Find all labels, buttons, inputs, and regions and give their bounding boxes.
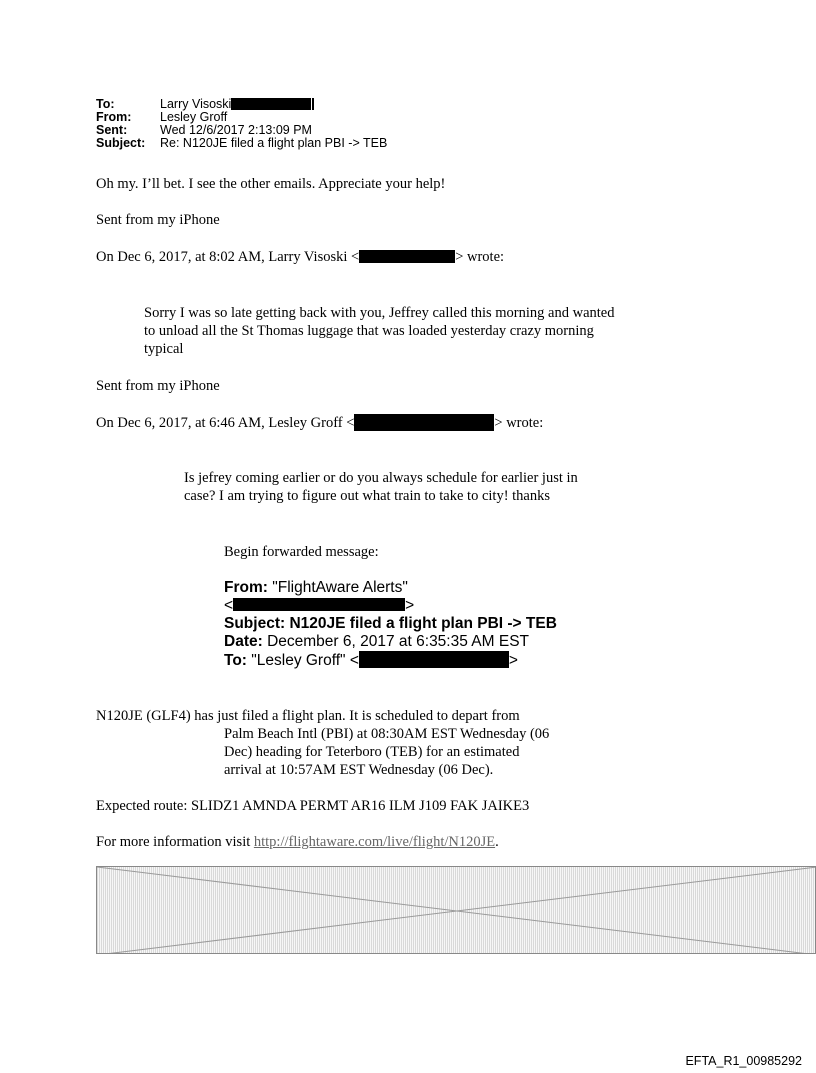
forwarded-to-label: To: (224, 652, 247, 669)
header-to-label: To: (96, 97, 115, 111)
address-open: < (224, 597, 234, 614)
quote-attribution-text: On Dec 6, 2017, at 6:46 AM, Lesley Groff < (96, 415, 355, 431)
broken-image-placeholder (96, 866, 816, 954)
header-from-value: Lesley Groff (160, 110, 228, 124)
forwarded-from-value: "FlightAware Alerts" (272, 579, 408, 596)
more-info-suffix: . (495, 834, 499, 850)
header-sent-label: Sent: (96, 123, 128, 137)
redaction-box (359, 651, 509, 668)
more-info-prefix: For more information visit (96, 834, 254, 850)
forwarded-date-label: Date: (224, 633, 263, 650)
quote-attribution (96, 414, 543, 432)
forwarded-from-address (224, 597, 414, 615)
forwarded-from-label: From: (224, 579, 268, 596)
forwarded-to-value: "Lesley Groff" < (251, 652, 359, 669)
header-sent-value: Wed 12/6/2017 2:13:09 PM (160, 123, 312, 137)
flightaware-link[interactable]: http://flightaware.com/live/flight/N120JE (253, 834, 496, 850)
document-id: EFTA_R1_00985292 (685, 1054, 802, 1068)
quote-attribution-wrote: > wrote: (455, 249, 505, 265)
redaction-box (354, 414, 494, 431)
address-close: > (405, 597, 415, 614)
redaction-edge (312, 98, 314, 110)
image-cross-lines (97, 867, 816, 954)
flight-line: N120JE (GLF4) has just filed a flight plan. It is scheduled to depart from (96, 708, 520, 724)
quote-1-line: typical (144, 341, 184, 357)
quote-attribution (96, 248, 504, 266)
signature: Sent from my iPhone (96, 212, 220, 228)
redaction-box (359, 250, 455, 263)
flight-line: arrival at 10:57AM EST Wednesday (06 Dec). (224, 762, 494, 778)
more-info (96, 833, 499, 851)
header-subject-value: Re: N120JE filed a flight plan PBI -> TEB (160, 136, 388, 150)
header-from-label: From: (96, 110, 132, 124)
forwarded-subject-value: N120JE filed a flight plan PBI -> TEB (289, 615, 557, 632)
reply-body: Oh my. I’ll bet. I see the other emails. Appreciate your help! (96, 176, 446, 192)
header-subject (96, 137, 387, 150)
redaction-box (231, 98, 311, 110)
forwarded-intro: Begin forwarded message: (224, 544, 379, 560)
header-to-value: Larry Visoski (160, 97, 232, 111)
forwarded-to (224, 651, 518, 670)
quote-attribution-text: On Dec 6, 2017, at 8:02 AM, Larry Visoski < (96, 249, 360, 265)
forwarded-date (224, 633, 529, 651)
quote-1-line: Sorry I was so late getting back with you, Jeffrey called this morning and wanted (144, 305, 615, 321)
address-close: > (508, 652, 518, 669)
redaction-box (233, 598, 405, 611)
header-subject-label: Subject: (96, 136, 146, 150)
forwarded-date-value: December 6, 2017 at 6:35:35 AM EST (267, 633, 530, 650)
forwarded-subject (224, 615, 557, 633)
quote-2-line: Is jefrey coming earlier or do you always schedule for earlier just in (184, 470, 578, 486)
quote-2-line: case? I am trying to figure out what train to take to city! thanks (184, 488, 551, 504)
flight-line: Palm Beach Intl (PBI) at 08:30AM EST Wednesday (06 (224, 726, 550, 742)
quote-1-line: to unload all the St Thomas luggage that was loaded yesterday crazy morning (144, 323, 594, 339)
flight-line: Dec) heading for Teterboro (TEB) for an estimated (224, 744, 520, 760)
forwarded-from (224, 579, 408, 597)
quote-attribution-wrote: > wrote: (494, 415, 544, 431)
expected-route: Expected route: SLIDZ1 AMNDA PERMT AR16 ILM J109 FAK JAIKE3 (96, 798, 530, 814)
forwarded-subject-label: Subject: (224, 615, 286, 632)
signature: Sent from my iPhone (96, 378, 220, 394)
